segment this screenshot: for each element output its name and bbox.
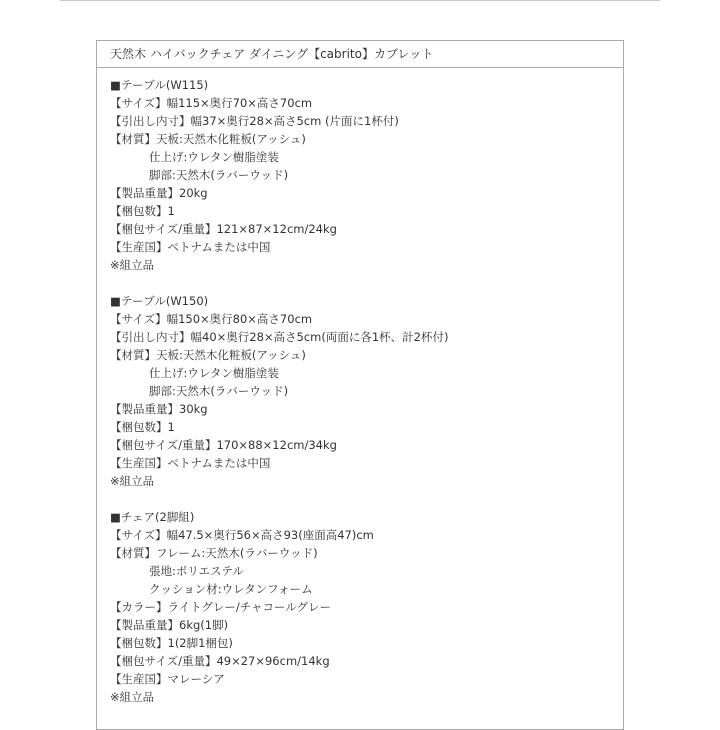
- spec-line: 【梱包サイズ/重量】121×87×12cm/24kg: [110, 222, 337, 236]
- spec-section: [110, 508, 623, 706]
- spec-body: [97, 68, 623, 706]
- spec-line: ※組立品: [110, 258, 155, 272]
- spec-line: 【製品重量】20kg: [110, 186, 208, 200]
- spec-section: [110, 292, 623, 490]
- spec-line: 【製品重量】6kg(1脚): [110, 618, 229, 632]
- spec-line: ■テーブル(W150): [110, 294, 209, 308]
- spec-line: ※組立品: [110, 690, 155, 704]
- spec-line: 【引出し内寸】幅40×奥行28×高さ5cm(両面に各1杯、計2杯付): [110, 330, 449, 344]
- spec-line: ※組立品: [110, 474, 155, 488]
- spec-line: 【カラー】ライトグレー/チャコールグレー: [110, 600, 331, 614]
- spec-line: ■テーブル(W115): [110, 78, 209, 92]
- spec-line: 脚部:天然木(ラバーウッド): [149, 168, 289, 182]
- spec-line: 【サイズ】幅115×奥行70×高さ70cm: [110, 96, 313, 110]
- spec-line: 張地:ポリエステル: [149, 564, 244, 578]
- spec-line: クッション材:ウレタンフォーム: [149, 582, 313, 596]
- spec-section: [110, 76, 623, 274]
- spec-line: 【梱包数】1: [110, 204, 175, 218]
- spec-line: 【生産国】マレーシア: [110, 672, 225, 686]
- spec-line: 【材質】フレーム:天然木(ラバーウッド): [110, 546, 318, 560]
- spec-line: 【梱包サイズ/重量】49×27×96cm/14kg: [110, 654, 330, 668]
- spec-line: 【材質】天板:天然木化粧板(アッシュ): [110, 132, 306, 146]
- spec-line: ■チェア(2脚組): [110, 510, 195, 524]
- spec-line: 【生産国】ベトナムまたは中国: [110, 456, 271, 470]
- spec-line: 【梱包サイズ/重量】170×88×12cm/34kg: [110, 438, 337, 452]
- spec-line: 仕上げ:ウレタン樹脂塗装: [149, 150, 279, 164]
- top-divider: [60, 0, 660, 1]
- spec-line: 【材質】天板:天然木化粧板(アッシュ): [110, 348, 306, 362]
- panel-title: 天然木 ハイバックチェア ダイニング【cabrito】カブレット: [97, 41, 623, 68]
- spec-line: 【サイズ】幅150×奥行80×高さ70cm: [110, 312, 313, 326]
- spec-line: 【製品重量】30kg: [110, 402, 208, 416]
- spec-line: 仕上げ:ウレタン樹脂塗装: [149, 366, 279, 380]
- spec-line: 【サイズ】幅47.5×奥行56×高さ93(座面高47)cm: [110, 528, 374, 542]
- spec-line: 【梱包数】1: [110, 420, 175, 434]
- spec-line: 【梱包数】1(2脚1梱包): [110, 636, 233, 650]
- spec-line: 脚部:天然木(ラバーウッド): [149, 384, 289, 398]
- spec-line: 【生産国】ベトナムまたは中国: [110, 240, 271, 254]
- spec-line: 【引出し内寸】幅37×奥行28×高さ5cm (片面に1杯付): [110, 114, 399, 128]
- spec-panel: [96, 40, 624, 730]
